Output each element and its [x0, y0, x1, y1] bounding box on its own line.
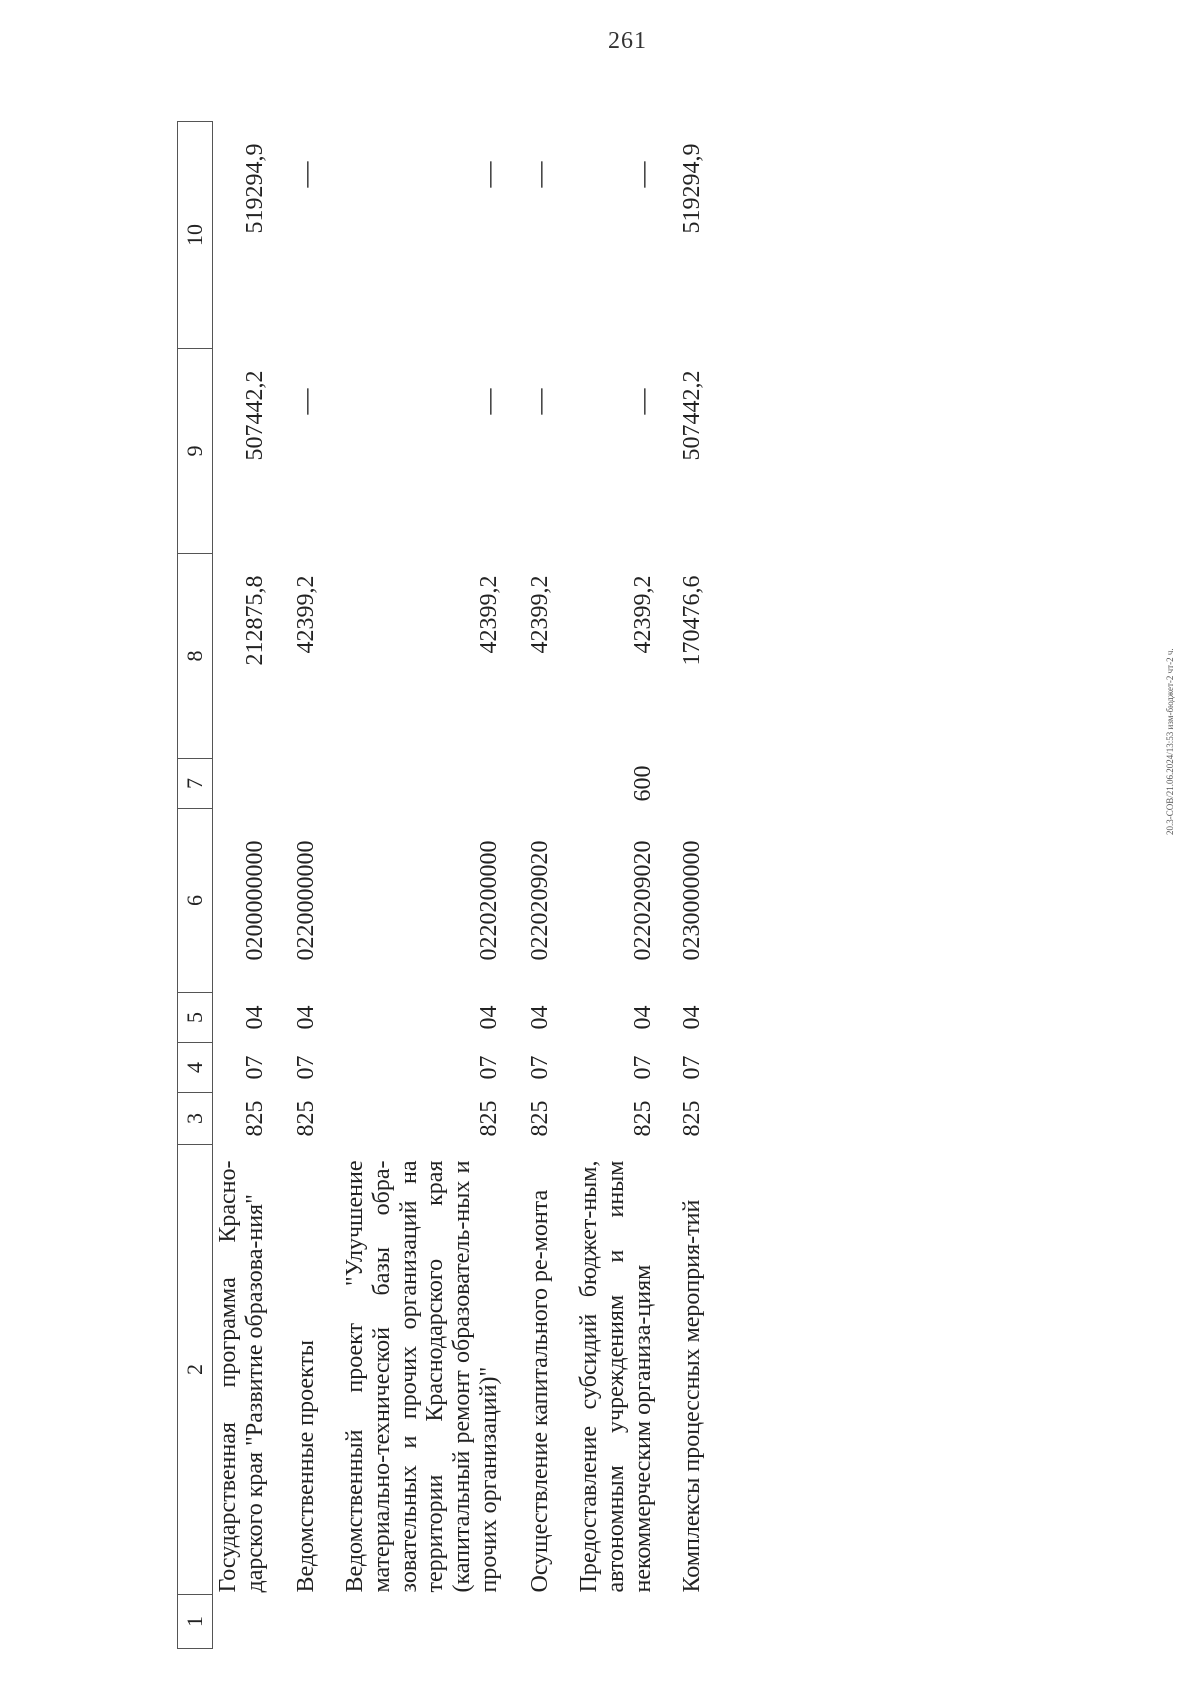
amount-col-8: 42399,2	[292, 575, 319, 654]
code-expense-type: 600	[629, 765, 656, 802]
code-expense-type	[269, 759, 320, 809]
code-section: 07	[629, 1055, 656, 1080]
code-subsection: 04	[678, 1005, 705, 1030]
amount-col-9: 507442,2	[241, 370, 268, 461]
amount-col-9: —	[525, 388, 555, 415]
row-number	[213, 1595, 269, 1649]
amount-col-9: —	[627, 388, 657, 415]
table-row	[657, 122, 706, 1649]
amount-col-8: 212875,8	[241, 575, 268, 666]
row-name: Предоставление субсидий бюджет-ным, автономным учреждениям и иным некоммерческим организа-циям	[576, 1160, 656, 1593]
row-name: Ведомственные проекты	[292, 1340, 319, 1593]
footer-code: 20.3-СОВ/21.06.2024/13:53 изм-бюджет-2 чт-2 ч.	[1165, 648, 1175, 835]
row-name: Государственная программа Красно-дарского края "Развитие образова-ния"	[215, 1160, 268, 1593]
code-subsection: 04	[292, 1005, 319, 1030]
code-section: 07	[678, 1055, 705, 1080]
code-ministry: 825	[292, 1100, 319, 1137]
column-header-8: 8	[178, 554, 213, 759]
amount-col-8: 170476,6	[678, 575, 705, 666]
code-ministry: 825	[678, 1100, 705, 1137]
code-target: 0220200000	[476, 840, 503, 961]
amount-col-9: 507442,2	[678, 370, 705, 461]
code-expense-type	[503, 759, 554, 809]
table-row	[503, 122, 554, 1649]
amount-col-9: —	[474, 388, 503, 415]
code-section: 07	[241, 1055, 268, 1080]
amount-col-8: 42399,2	[476, 575, 503, 654]
column-header-3: 3	[178, 1093, 213, 1145]
code-target: 0220000000	[292, 840, 319, 961]
amount-col-10: —	[474, 161, 503, 188]
code-target: 0230000000	[678, 840, 705, 961]
row-number	[554, 1595, 657, 1649]
amount-col-8: 42399,2	[629, 575, 656, 654]
code-target: 0220209020	[629, 840, 656, 961]
code-ministry: 825	[629, 1100, 656, 1137]
table-row	[213, 122, 269, 1649]
row-name: Комплексы процессных мероприя-тий	[678, 1199, 705, 1593]
table-row	[269, 122, 320, 1649]
column-header-2: 2	[178, 1145, 213, 1595]
page-number: 261	[608, 28, 647, 54]
amount-col-10: —	[627, 161, 657, 188]
code-subsection: 04	[476, 1005, 503, 1030]
code-expense-type	[213, 759, 269, 809]
column-header-1: 1	[178, 1595, 213, 1649]
code-target: 0220209020	[527, 840, 554, 961]
amount-col-10: —	[525, 161, 555, 188]
code-section: 07	[527, 1055, 554, 1080]
code-expense-type	[320, 759, 503, 809]
amount-col-10: 519294,9	[241, 143, 268, 234]
column-header-4: 4	[178, 1043, 213, 1093]
row-name: Осуществление капитального ре-монта	[527, 1189, 554, 1593]
amount-col-10: 519294,9	[678, 143, 705, 234]
table-header-row	[178, 122, 213, 1649]
row-number	[503, 1595, 554, 1649]
amount-col-9: —	[290, 388, 320, 415]
code-target: 0200000000	[241, 840, 268, 961]
code-ministry: 825	[476, 1100, 503, 1137]
column-header-6: 6	[178, 809, 213, 993]
code-ministry: 825	[241, 1100, 268, 1137]
amount-col-10: —	[290, 161, 320, 188]
column-header-9: 9	[178, 349, 213, 554]
column-header-5: 5	[178, 993, 213, 1043]
code-subsection: 04	[629, 1005, 656, 1030]
code-ministry: 825	[527, 1100, 554, 1137]
budget-table	[177, 121, 706, 1649]
column-header-10: 10	[178, 122, 213, 349]
code-section: 07	[476, 1055, 503, 1080]
row-number	[320, 1595, 503, 1649]
code-subsection: 04	[527, 1005, 554, 1030]
row-name: Ведомственный проект "Улучшение материально-технической базы обра-зовательных и прочих организаций на территории Краснодарского края (капитальный ремонт образователь-ных и прочих организаций)"	[341, 1160, 503, 1593]
row-number	[269, 1595, 320, 1649]
code-section: 07	[292, 1055, 319, 1080]
code-subsection: 04	[241, 1005, 268, 1030]
code-expense-type	[657, 759, 706, 809]
table-row	[320, 122, 503, 1649]
table-row	[554, 122, 657, 1649]
row-number	[657, 1595, 706, 1649]
amount-col-8: 42399,2	[527, 575, 554, 654]
column-header-7: 7	[178, 759, 213, 809]
